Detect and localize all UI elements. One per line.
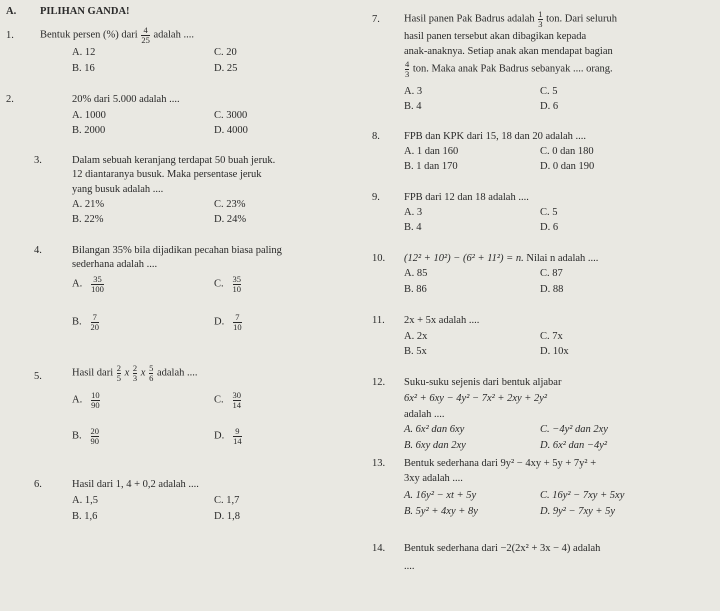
q7-line-4: $\frac{4}{3}$ ton. Maka anak Pak Badrus sebanyak .... orang. [405,59,613,79]
q3-line-1: Dalam sebuah keranjang terdapat 50 buah jeruk. [72,155,276,166]
q3-option-d[interactable]: D. 24% [214,214,247,225]
q11-option-c[interactable]: C. 7x [540,331,563,342]
q2-question: 20% dari 5.000 adalah .... [72,94,180,105]
q6-question: Hasil dari 1, 4 + 0,2 adalah .... [72,479,199,490]
q10-option-c[interactable]: C. 87 [540,268,563,279]
q5-option-a[interactable]: A. $\frac{10}{90}$ [72,390,100,410]
q8-option-b[interactable]: B. 1 dan 170 [404,161,458,172]
q4-option-a[interactable]: A. $\frac{35}{100}$ [72,274,104,294]
q5-number: 5. [34,371,42,382]
q12-line-1: Suku-suku sejenis dari bentuk aljabar [404,377,562,388]
q8-option-d[interactable]: D. 0 dan 190 [540,161,595,172]
q12-line-2: 6x² + 6xy − 4y² − 7x² + 2xy + 2y² [404,393,548,404]
q1-option-c[interactable]: C. 20 [214,47,237,58]
q7-line-2: hasil panen tersebut akan dibagikan kepada [404,31,587,42]
q10-question: (12² + 10²) − (6² + 11²) = n. Nilai n adalah .... [404,253,599,264]
q13-option-a[interactable]: A. 16y² − xt + 5y [404,490,477,501]
q3-option-c[interactable]: C. 23% [214,199,246,210]
q11-question: 2x + 5x adalah .... [404,315,480,326]
q1-option-b[interactable]: B. 16 [72,63,95,74]
q2-option-d[interactable]: D. 4000 [214,125,248,136]
q3-option-a[interactable]: A. 21% [72,199,105,210]
q8-option-c[interactable]: C. 0 dan 180 [540,146,594,157]
q4-option-d[interactable]: D. $\frac{7}{10}$ [214,312,242,332]
q3-line-2: 12 diantaranya busuk. Maka persentase jeruk [72,169,262,180]
q6-number: 6. [34,479,42,490]
q7-line-1: Hasil panen Pak Badrus adalah $\frac{1}{3}$ ton. Dari seluruh [404,9,618,29]
q7-option-d[interactable]: D. 6 [540,101,559,112]
q12-option-b[interactable]: B. 6xy dan 2xy [404,440,466,451]
q4-number: 4. [34,245,42,256]
q7-line-3: anak-anaknya. Setiap anak akan mendapat bagian [404,46,613,57]
q13-option-d[interactable]: D. 9y² − 7xy + 5y [540,506,616,517]
q8-question: FPB dan KPK dari 15, 18 dan 20 adalah .... [404,131,586,142]
q3-line-3: yang busuk adalah .... [72,184,164,195]
q12-option-a[interactable]: A. 6x² dan 6xy [404,424,465,435]
q10-number: 10. [372,253,386,264]
q11-number: 11. [372,315,385,326]
q7-option-c[interactable]: C. 5 [540,86,558,97]
q14-number: 14. [372,543,386,554]
q6-option-c[interactable]: C. 1,7 [214,495,240,506]
q1-number: 1. [6,30,14,41]
q14-question: Bentuk sederhana dari −2(2x² + 3x − 4) adalah [404,543,601,554]
q1-option-a[interactable]: A. 12 [72,47,96,58]
q3-number: 3. [34,155,42,166]
q4-line-2: sederhana adalah .... [72,259,158,270]
q9-number: 9. [372,192,380,203]
q7-option-b[interactable]: B. 4 [404,101,422,112]
q6-option-b[interactable]: B. 1,6 [72,511,98,522]
q2-option-b[interactable]: B. 2000 [72,125,106,136]
q9-option-c[interactable]: C. 5 [540,207,558,218]
q4-option-b[interactable]: B. $\frac{7}{20}$ [72,312,100,332]
q13-option-b[interactable]: B. 5y² + 4xy + 8y [404,506,478,517]
q1-question: Bentuk persen (%) dari $\frac{4}{25}$ adalah .... [40,25,194,45]
q5-option-b[interactable]: B. $\frac{20}{90}$ [72,426,100,446]
q12-option-d[interactable]: D. 6x² dan −4y² [540,440,608,451]
q10-option-b[interactable]: B. 86 [404,284,427,295]
q11-option-b[interactable]: B. 5x [404,346,427,357]
q13-number: 13. [372,458,386,469]
q11-option-d[interactable]: D. 10x [540,346,569,357]
q2-number: 2. [6,94,14,105]
q1-option-d[interactable]: D. 25 [214,63,238,74]
q2-option-c[interactable]: C. 3000 [214,110,248,121]
q10-option-d[interactable]: D. 88 [540,284,564,295]
q6-option-d[interactable]: D. 1,8 [214,511,240,522]
q4-line-1: Bilangan 35% bila dijadikan pecahan biasa paling [72,245,282,256]
q12-option-c[interactable]: C. −4y² dan 2xy [540,424,608,435]
q12-number: 12. [372,377,386,388]
q9-option-d[interactable]: D. 6 [540,222,559,233]
section-label: A. [6,6,17,17]
q8-option-a[interactable]: A. 1 dan 160 [404,146,459,157]
q13-line-2: 3xy adalah .... [404,473,463,484]
q3-option-b[interactable]: B. 22% [72,214,104,225]
q7-option-a[interactable]: A. 3 [404,86,423,97]
section-title: PILIHAN GANDA! [40,6,130,17]
q13-line-1: Bentuk sederhana dari 9y² − 4xy + 5y + 7y² + [404,458,597,469]
q13-option-c[interactable]: C. 16y² − 7xy + 5xy [540,490,625,501]
q9-option-b[interactable]: B. 4 [404,222,422,233]
q4-option-c[interactable]: C. $\frac{35}{10}$ [214,274,242,294]
q12-line-3: adalah .... [404,409,445,420]
q5-option-d[interactable]: D. $\frac{9}{14}$ [214,426,242,446]
q14-blank: .... [404,561,415,572]
q9-question: FPB dari 12 dan 18 adalah .... [404,192,529,203]
q6-option-a[interactable]: A. 1,5 [72,495,98,506]
q11-option-a[interactable]: A. 2x [404,331,428,342]
q9-option-a[interactable]: A. 3 [404,207,423,218]
q5-option-c[interactable]: C. $\frac{30}{14}$ [214,390,242,410]
q7-number: 7. [372,14,380,25]
q10-option-a[interactable]: A. 85 [404,268,428,279]
q2-option-a[interactable]: A. 1000 [72,110,106,121]
q5-question: Hasil dari $\frac{2}{5}$ x $\frac{2}{3}$ x $\frac{5}{6}$ adalah .... [72,363,198,383]
q8-number: 8. [372,131,380,142]
